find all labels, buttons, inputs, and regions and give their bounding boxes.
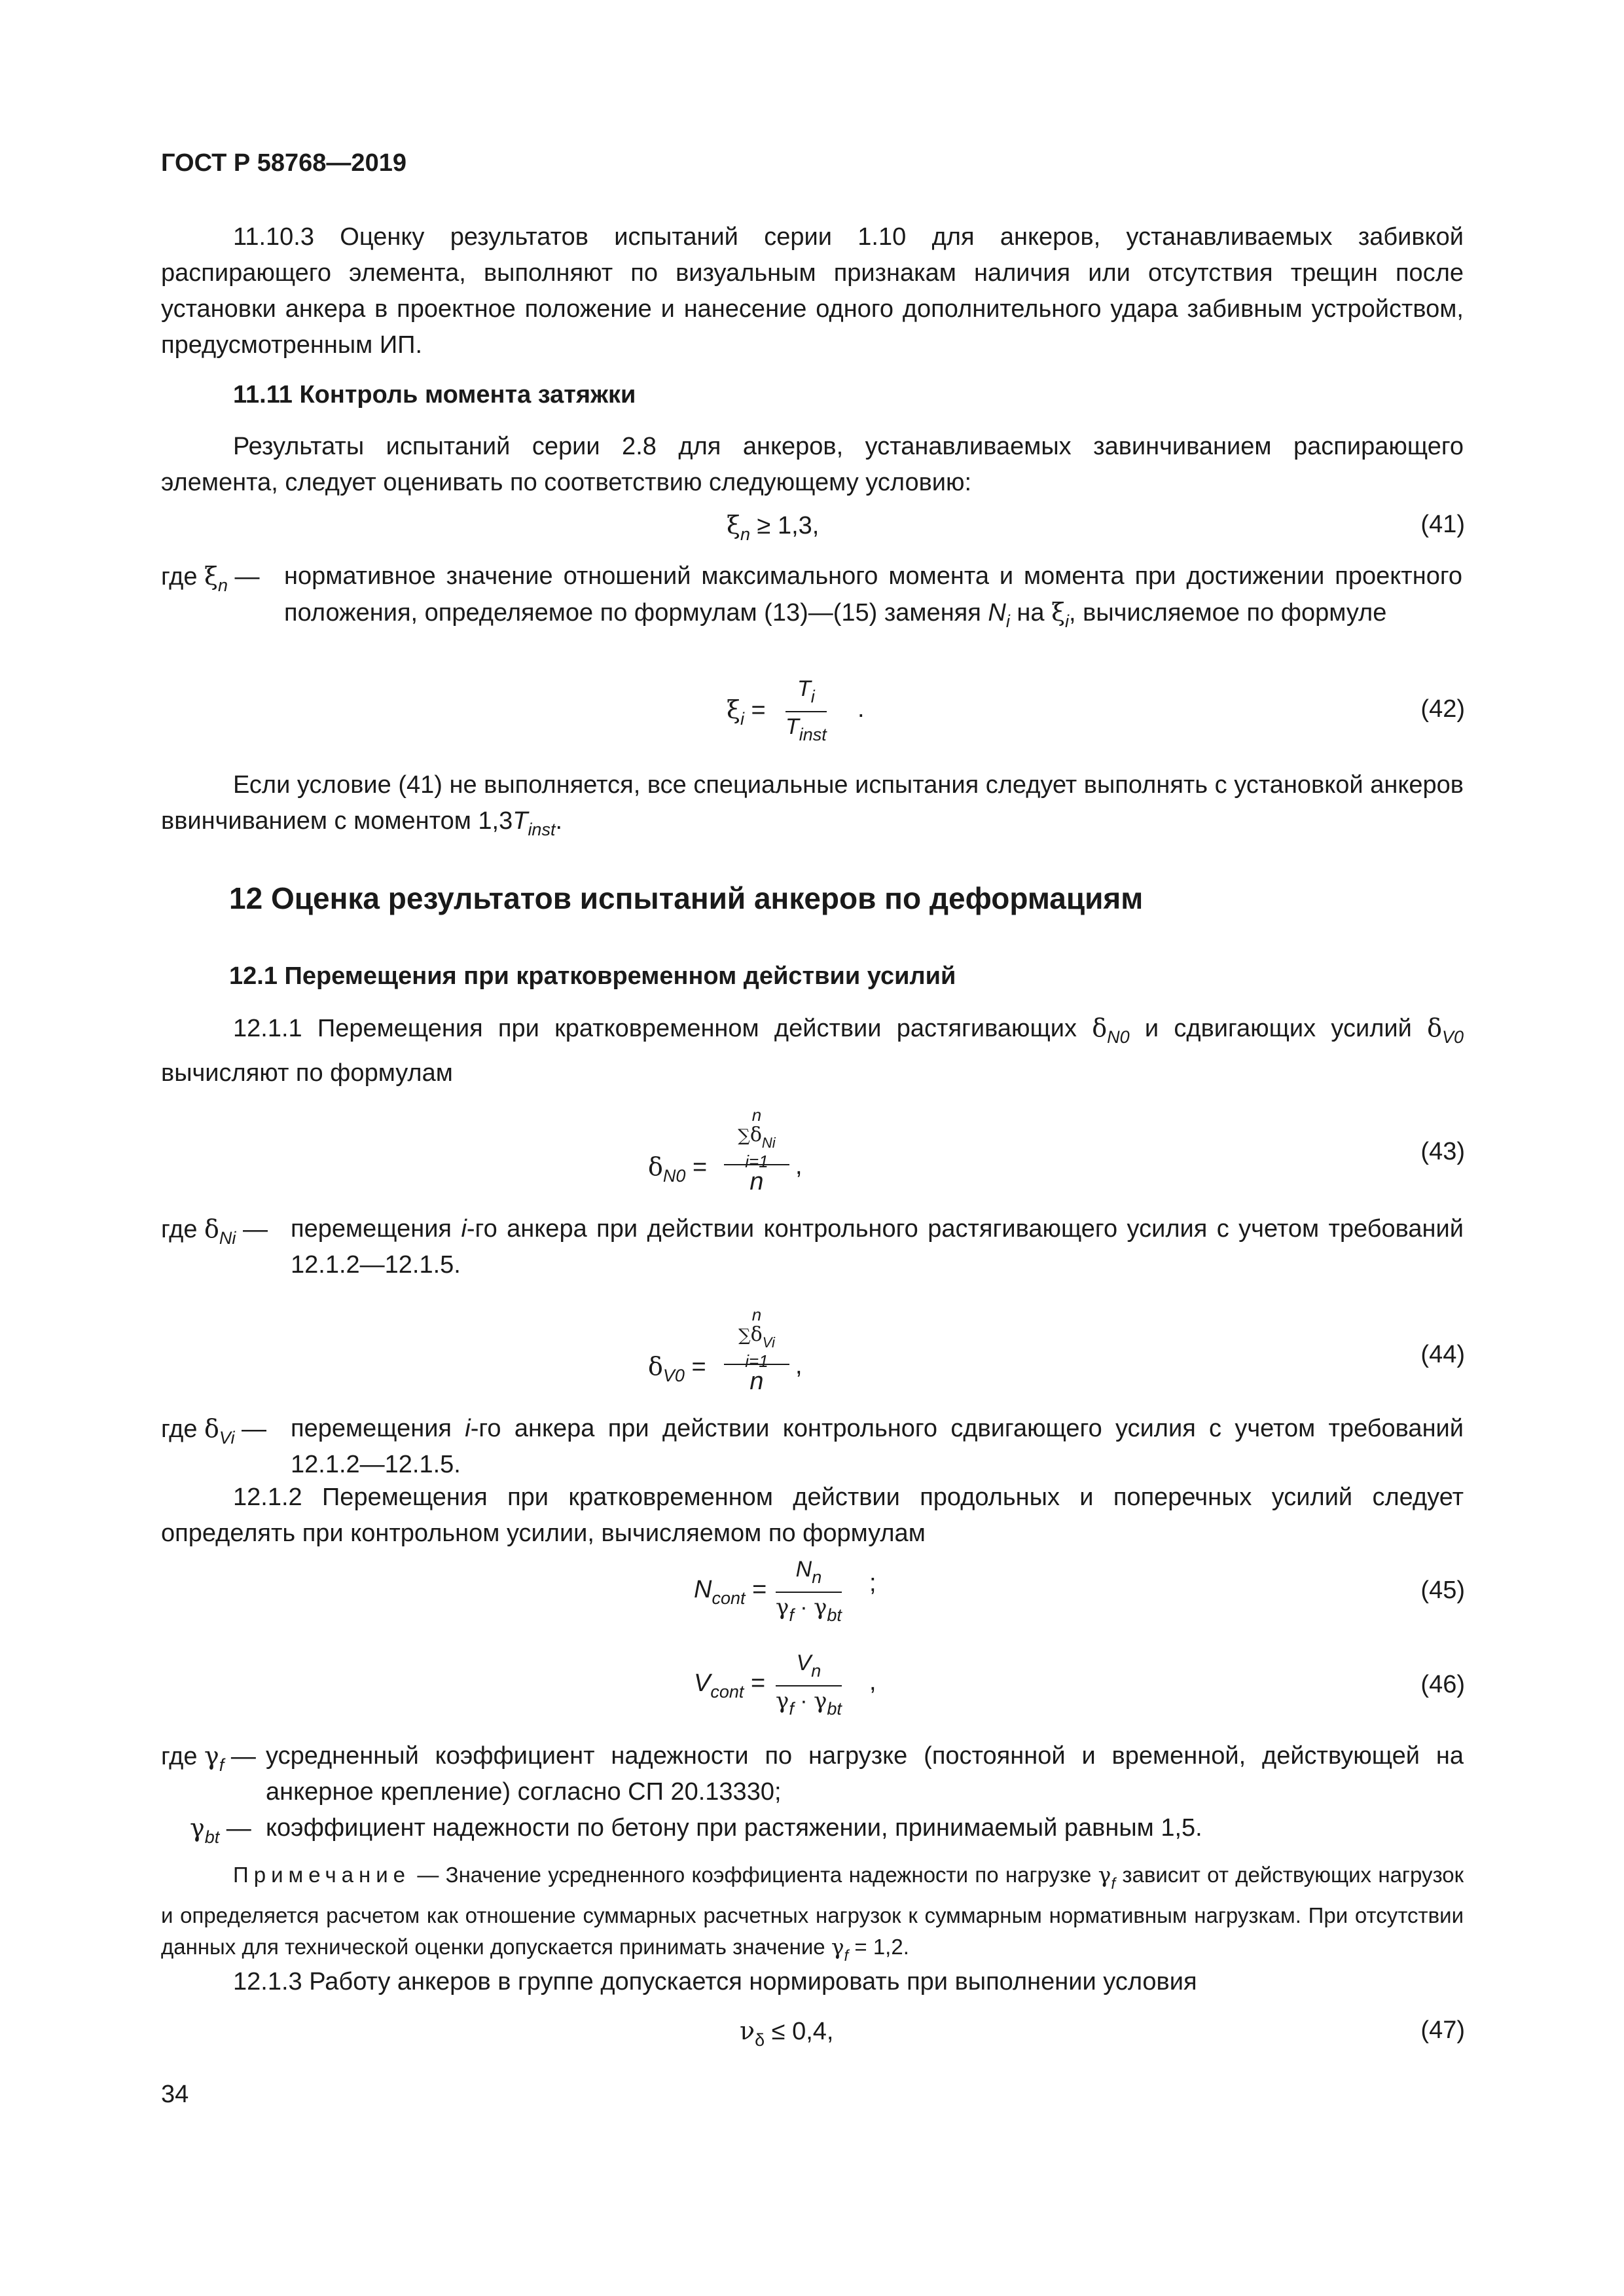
definition-gamma-f-label: где $\gamma_f$ — — [161, 1741, 256, 1775]
definition-xi-n-label: где $\xi_n$ — — [161, 562, 260, 595]
formula-43-sum: n $\sum\delta_{Ni}$ i=1 — [738, 1105, 776, 1171]
page-number: 34 — [161, 2081, 189, 2108]
definition-delta-ni-label: где $\delta_{Ni}$ — — [161, 1214, 268, 1248]
formula-46-fraction: $V_n$ $\gamma_f \cdot \gamma_{bt}$ — [776, 1649, 842, 1723]
definition-delta-ni — [161, 1211, 1464, 1283]
definition-delta-vi-label: где $\delta_{Vi}$ — — [161, 1414, 267, 1448]
formula-47-symbol: ν — [740, 2016, 755, 2045]
paragraph-11-11: Результаты испытаний серии 2.8 для анкеров, устанавливаемых завинчиванием распирающего элемента, следует оценивать по соответствию следующему условию: — [161, 433, 1464, 496]
paragraph-12-1-3: 12.1.3 Работу анкеров в группе допускается нормировать при выполнении условия — [233, 1968, 1197, 1995]
equation-number-45: (45) — [1420, 1576, 1465, 1604]
formula-42-fraction: $T_i$ $T_{inst}$ — [785, 674, 827, 749]
definition-gamma-f-text: усредненный коэффициент надежности по нагрузке (постоянной и временной, действующей на анкерное крепление) согласно СП 20.13330; — [266, 1742, 1464, 1806]
equation-number-47: (47) — [1420, 2016, 1465, 2044]
heading-11-11: 11.11 Контроль момента затяжки — [233, 381, 636, 409]
definition-delta-ni-text: перемещения i-го анкера при действии контрольного растягивающего усилия с учетом требований 12.1.2—12.1.5. — [291, 1215, 1464, 1279]
standard-header: ГОСТ Р 58768—2019 — [161, 149, 406, 177]
definition-gamma-f — [161, 1738, 1464, 1810]
formula-41-symbol: ξ — [727, 511, 740, 539]
section-heading-12: 12 Оценка результатов испытаний анкеров по деформациям — [229, 881, 1144, 915]
definition-gamma-bt — [161, 1810, 1464, 1846]
note-label: Примечание — [233, 1863, 411, 1887]
definition-xi-n — [161, 558, 1464, 670]
formula-47 — [740, 2016, 834, 2050]
formula-41-condition: ≥ 1,3, — [749, 512, 820, 539]
equation-number-41: (41) — [1420, 511, 1465, 538]
formula-45-fraction: $N_n$ $\gamma_f \cdot \gamma_{bt}$ — [776, 1555, 842, 1630]
equation-number-43: (43) — [1420, 1138, 1465, 1165]
formula-44-sum: n $\sum\delta_{Vi}$ i=1 — [738, 1305, 775, 1371]
equation-number-44: (44) — [1420, 1341, 1465, 1368]
definition-gamma-bt-label: $\gamma_{bt}$ — — [190, 1813, 251, 1847]
definition-delta-vi-text: перемещения i-го анкера при действии контрольного сдвигающего усилия с учетом требований 12.1.2—12.1.5. — [291, 1415, 1464, 1478]
definition-xi-n-text: нормативное значение отношений максимального момента и момента при достижении проектного положения, определяемое по формулам (13)—(15) заменяя $N_i$ на $\xi_i$, вычисляемое по формуле — [284, 562, 1462, 631]
formula-41 — [727, 511, 819, 545]
formula-47-condition: ≤ 0,4, — [765, 2018, 834, 2045]
formula-42: $\xi_i$ = $T_i$ $T_{inst}$ . — [727, 674, 897, 746]
formula-45: $N_{cont}$ = $N_n$ $\gamma_f \cdot \gamma_{bt}$ ; — [694, 1555, 929, 1627]
definition-gamma-bt-text: коэффициент надежности по бетону при растяжении, принимаемый равным 1,5. — [266, 1814, 1202, 1842]
heading-12-1: 12.1 Перемещения при кратковременном действии усилий — [229, 962, 956, 990]
formula-46: $V_{cont}$ = $V_n$ $\gamma_f \cdot \gamma_{bt}$ , — [694, 1649, 929, 1721]
equation-number-46: (46) — [1420, 1671, 1465, 1698]
paragraph-12-1-1: 12.1.1 Перемещения при кратковременном действии растягивающих $\delta_{N0}$ и сдвигающих усилий $\delta_{V0}$ вычисляют по формулам — [161, 1013, 1464, 1087]
formula-44: $\delta_{V0}$ = n $\sum\delta_{Vi}$ i=1 n , — [648, 1305, 803, 1395]
equation-number-42: (42) — [1420, 695, 1465, 723]
formula-41-subscript: n — [740, 524, 750, 544]
definition-delta-vi — [161, 1411, 1464, 1483]
note-gamma-f: Примечание — Значение усредненного коэффициента надежности по нагрузке $\gamma_f$ зависит от действующих нагрузок и определяется расчетом как отношение суммарных расчетных нагрузок к суммарным нормативным нагрузкам. При отсутствии данных для технической оценки допускается принимать значение $\gamma_f = 1,2$. — [161, 1862, 1464, 1965]
paragraph-11-10-3: 11.10.3 Оценку результатов испытаний серии 1.10 для анкеров, устанавливаемых забивкой распирающего элемента, выполняют по визуальным признакам наличия или отсутствия трещин после установки анкера в проектное положение и нанесение одного дополнительного удара забивным устройством, предусмотренным ИП. — [161, 223, 1464, 359]
paragraph-12-1-2: 12.1.2 Перемещения при кратковременном действии продольных и поперечных усилий следует определять при контрольном усилии, вычисляемом по формулам — [161, 1484, 1464, 1547]
formula-47-subscript: δ — [755, 2030, 765, 2050]
formula-43: $\delta_{N0}$ = n $\sum\delta_{Ni}$ i=1 n , — [648, 1105, 803, 1195]
paragraph-condition-not-met: Если условие (41) не выполняется, все специальные испытания следует выполнять с установкой анкеров ввинчиванием с моментом $1,3T_{inst}$. — [161, 771, 1464, 839]
